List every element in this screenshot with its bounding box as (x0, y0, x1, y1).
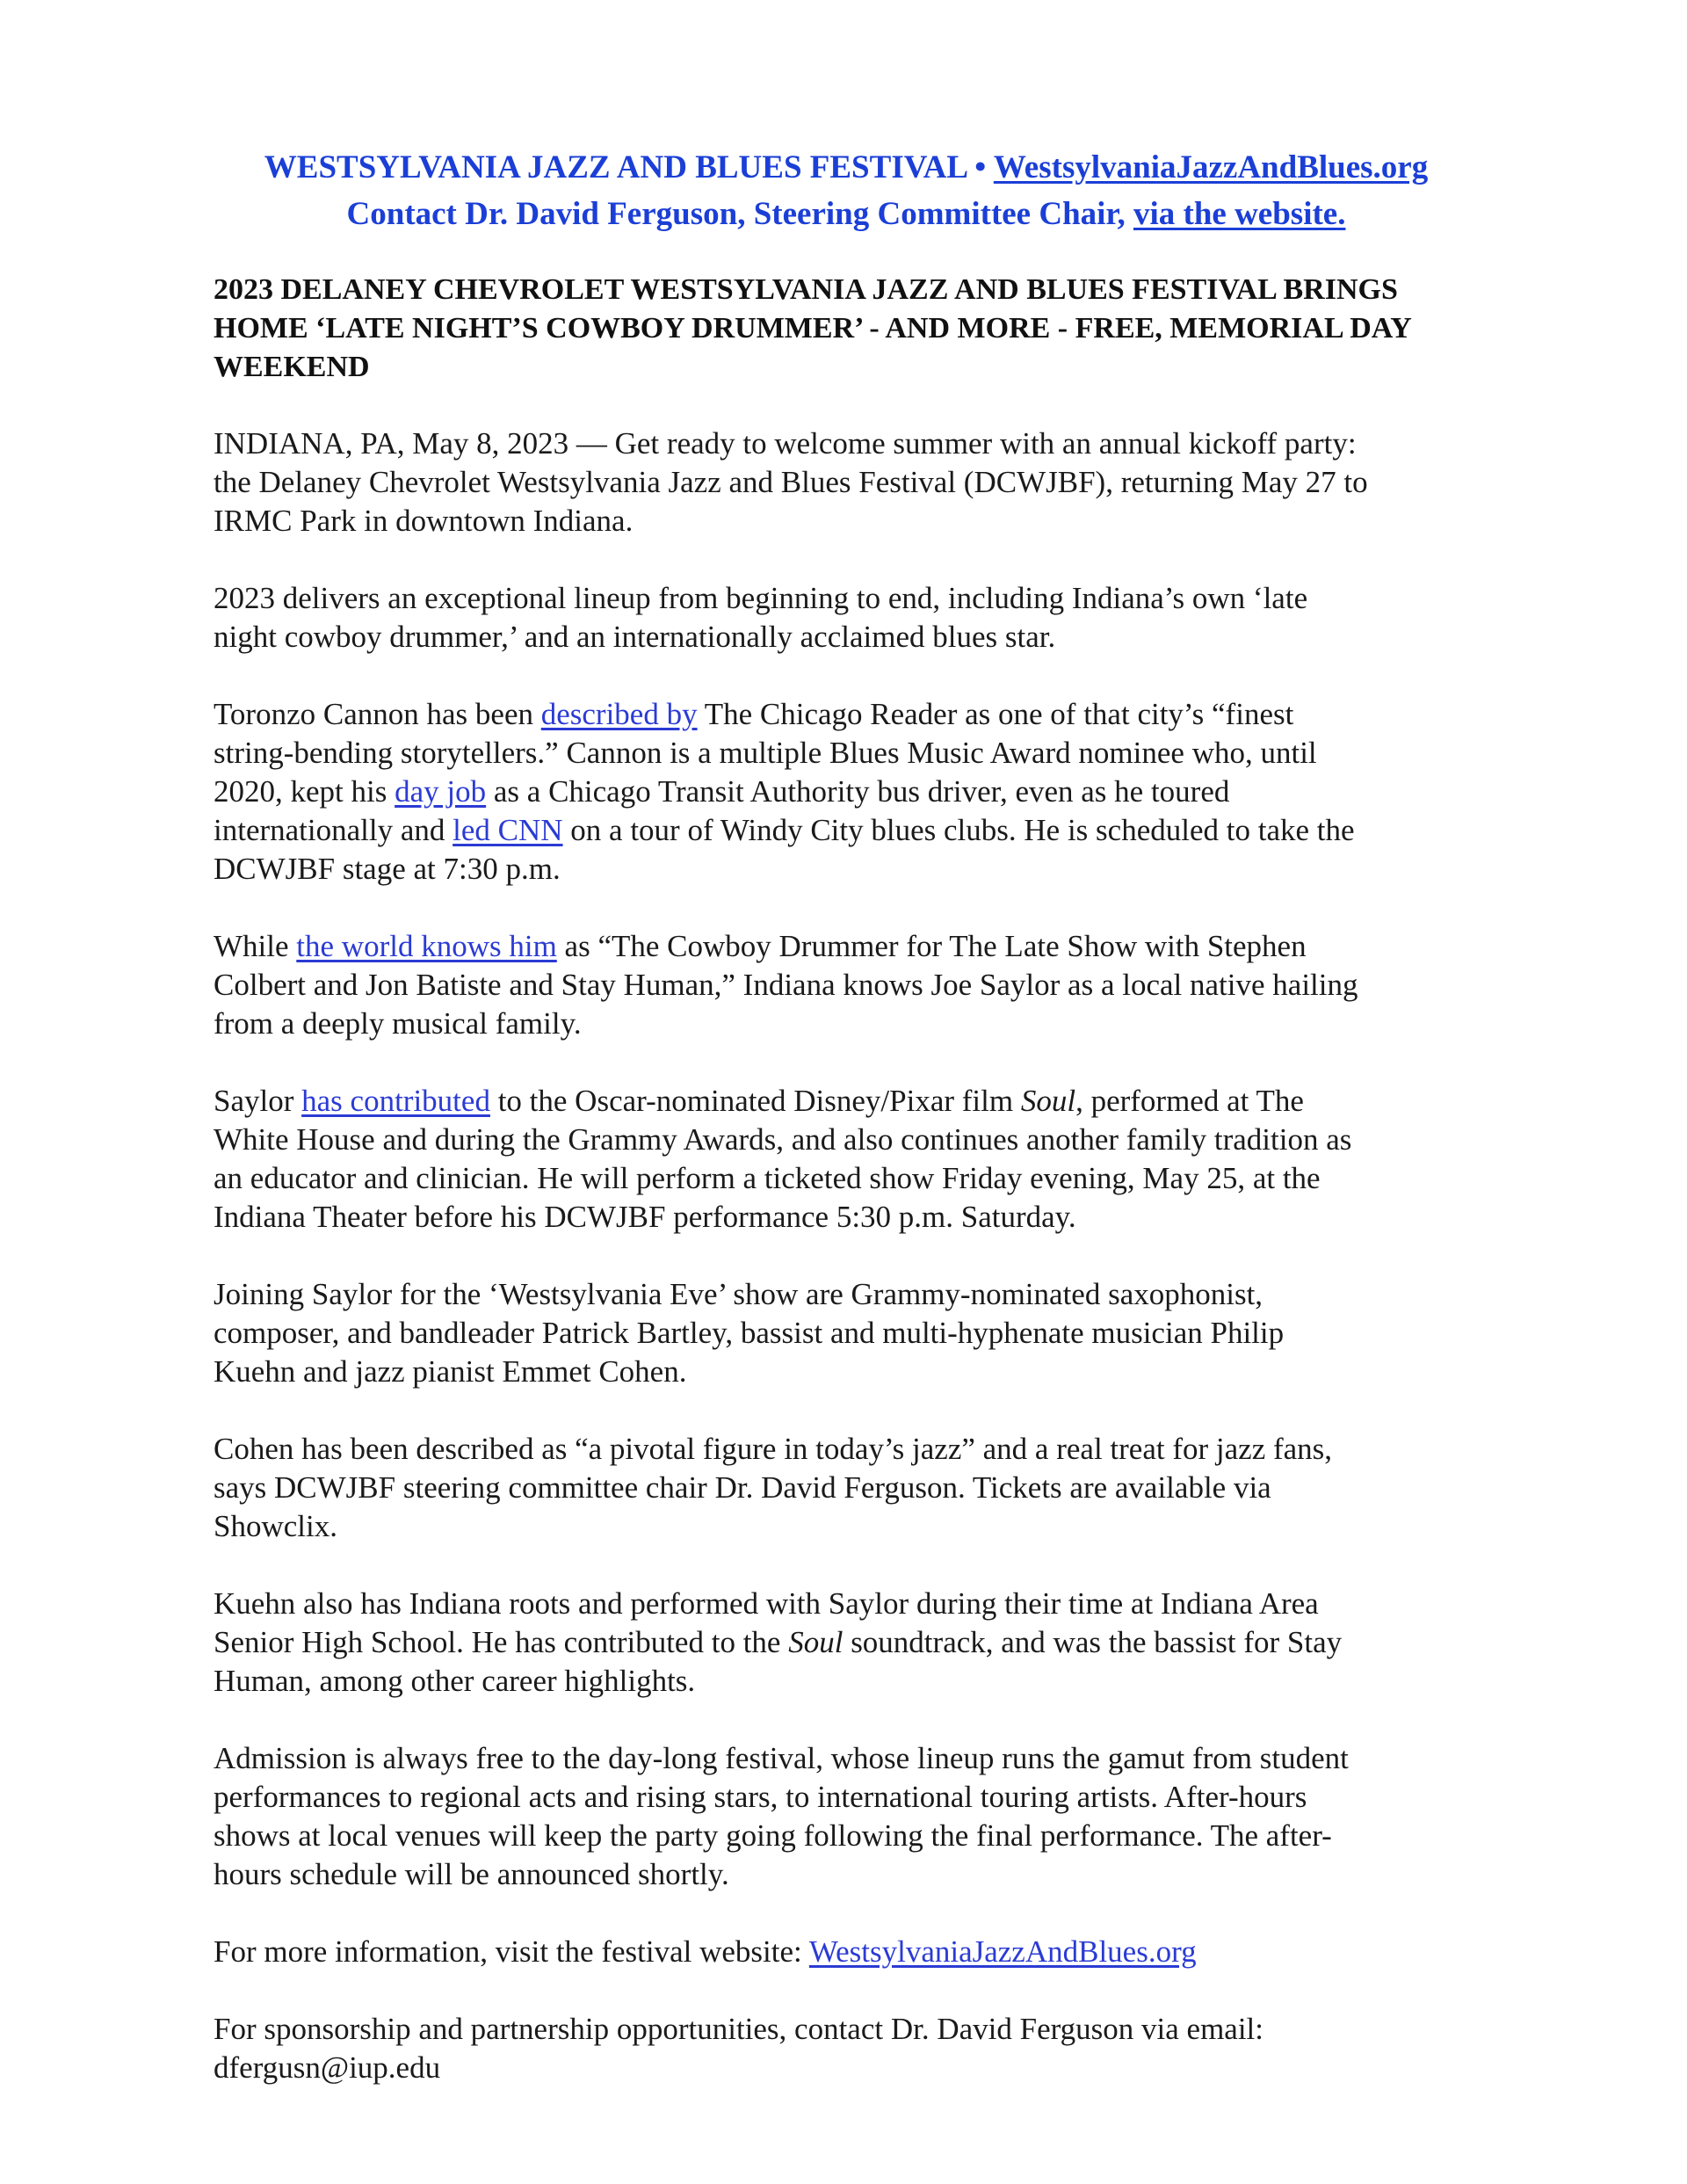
paragraph-more-info (214, 1933, 1488, 1971)
headline-line: 2023 DELANEY CHEVROLET WESTSYLVANIA JAZZ AND BLUES FESTIVAL BRINGS (214, 273, 1398, 306)
text-line: For sponsorship and partnership opportunities, contact Dr. David Ferguson via email: (214, 2012, 1264, 2046)
text-line: Showclix. (214, 1509, 337, 1543)
letterhead-line-2 (214, 191, 1479, 237)
text-line (214, 773, 1488, 811)
text-run: Toronzo Cannon has been (214, 697, 541, 731)
headline-line: HOME ‘LATE NIGHT’S COWBOY DRUMMER’ - AND MORE - FREE, MEMORIAL DAY (214, 312, 1412, 345)
text-run: 2020, kept his (214, 774, 395, 809)
text-line: hours schedule will be announced shortly. (214, 1857, 729, 1891)
text-line: from a deeply musical family. (214, 1006, 582, 1041)
led-cnn-link[interactable]: led CNN (453, 813, 563, 847)
bullet-separator: • (974, 149, 987, 185)
world-knows-him-link[interactable]: the world knows him (296, 929, 557, 963)
text-run: Senior High School. He has contributed to the (214, 1625, 789, 1659)
day-job-link[interactable]: day job (395, 774, 487, 809)
text-line: DCWJBF stage at 7:30 p.m. (214, 852, 561, 886)
text-line: composer, and bandleader Patrick Bartley, bassist and multi-hyphenate musician Philip (214, 1316, 1285, 1350)
text-line: shows at local venues will keep the party going following the final performance. The after- (214, 1818, 1332, 1853)
text-run: internationally and (214, 813, 453, 847)
text-line: the Delaney Chevrolet Westsylvania Jazz and Blues Festival (DCWJBF), returning May 27 to (214, 465, 1368, 499)
text-line: Joining Saylor for the ‘Westsylvania Eve’ show are Grammy-nominated saxophonist, (214, 1277, 1263, 1311)
paragraph-sponsorship (214, 2010, 1488, 2087)
contact-text: Contact Dr. David Ferguson, Steering Committee Chair, (346, 196, 1126, 232)
text-line (214, 927, 1488, 966)
text-line: Cohen has been described as “a pivotal figure in today’s jazz” and a real treat for jazz fans, (214, 1432, 1333, 1466)
text-line: says DCWJBF steering committee chair Dr. David Ferguson. Tickets are available via (214, 1470, 1271, 1505)
text-run: as “The Cowboy Drummer for The Late Show with Stephen (556, 929, 1307, 963)
film-title: Soul (788, 1625, 844, 1659)
text-line: night cowboy drummer,’ and an internationally acclaimed blues star. (214, 620, 1056, 654)
paragraph-admission (214, 1739, 1488, 1894)
contact-email: dfergusn@iup.edu (214, 2050, 441, 2085)
text-line: an educator and clinician. He will perform a ticketed show Friday evening, May 25, at the (214, 1161, 1321, 1195)
text-line: string-bending storytellers.” Cannon is a multiple Blues Music Award nominee who, until (214, 736, 1317, 770)
contact-website-link[interactable]: via the website. (1133, 196, 1346, 232)
paragraph-intro (214, 424, 1488, 541)
festival-website-link[interactable]: WestsylvaniaJazzAndBlues.org (808, 1934, 1197, 1969)
film-title: Soul (1020, 1084, 1076, 1118)
text-run: on a tour of Windy City blues clubs. He is scheduled to take the (562, 813, 1355, 847)
paragraph-westsylvania-eve (214, 1275, 1488, 1391)
paragraph-kuehn (214, 1585, 1488, 1701)
paragraph-cannon (214, 695, 1488, 889)
festival-name: WESTSYLVANIA JAZZ AND BLUES FESTIVAL (264, 149, 967, 185)
text-run: Saylor (214, 1084, 302, 1118)
text-line: Indiana Theater before his DCWJBF performance 5:30 p.m. Saturday. (214, 1200, 1076, 1234)
text-run: The Chicago Reader as one of that city’s “finest (697, 697, 1294, 731)
paragraph-cohen (214, 1430, 1488, 1546)
text-line (214, 811, 1488, 850)
text-line: 2023 delivers an exceptional lineup from beginning to end, including Indiana’s own ‘late (214, 581, 1308, 615)
text-line: Kuehn also has Indiana roots and performed with Saylor during their time at Indiana Area (214, 1586, 1319, 1621)
text-line (214, 695, 1488, 734)
text-line: White House and during the Grammy Awards, and also continues another family tradition as (214, 1122, 1352, 1157)
text-run: to the Oscar-nominated Disney/Pixar film (489, 1084, 1021, 1118)
letterhead (214, 144, 1479, 237)
text-line (214, 1623, 1488, 1662)
headline-line: WEEKEND (214, 351, 370, 383)
described-by-link[interactable]: described by (540, 697, 698, 731)
text-run: soundtrack, and was the bassist for Stay (843, 1625, 1343, 1659)
text-line: INDIANA, PA, May 8, 2023 — Get ready to welcome summer with an annual kickoff party: (214, 426, 1357, 461)
text-run: While (214, 929, 297, 963)
press-release-body (214, 424, 1488, 2126)
text-run: , performed at The (1075, 1084, 1304, 1118)
paragraph-saylor-intro (214, 927, 1488, 1043)
website-link[interactable]: WestsylvaniaJazzAndBlues.org (993, 149, 1429, 185)
text-run: as a Chicago Transit Authority bus driver, even as he toured (486, 774, 1230, 809)
text-line: Colbert and Jon Batiste and Stay Human,” Indiana knows Joe Saylor as a local native hailing (214, 968, 1358, 1002)
text-line: performances to regional acts and rising stars, to international touring artists. After-hours (214, 1780, 1307, 1814)
text-line: Human, among other career highlights. (214, 1664, 696, 1698)
press-release-headline (214, 271, 1479, 387)
text-line (214, 1082, 1488, 1121)
text-run: For more information, visit the festival website: (214, 1934, 809, 1969)
paragraph-saylor-credits (214, 1082, 1488, 1237)
paragraph-lineup (214, 579, 1488, 657)
text-line: IRMC Park in downtown Indiana. (214, 504, 634, 538)
text-line: Kuehn and jazz pianist Emmet Cohen. (214, 1354, 687, 1389)
has-contributed-link[interactable]: has contributed (301, 1084, 490, 1118)
letterhead-line-1 (214, 144, 1479, 191)
text-line: Admission is always free to the day-long festival, whose lineup runs the gamut from student (214, 1741, 1349, 1775)
